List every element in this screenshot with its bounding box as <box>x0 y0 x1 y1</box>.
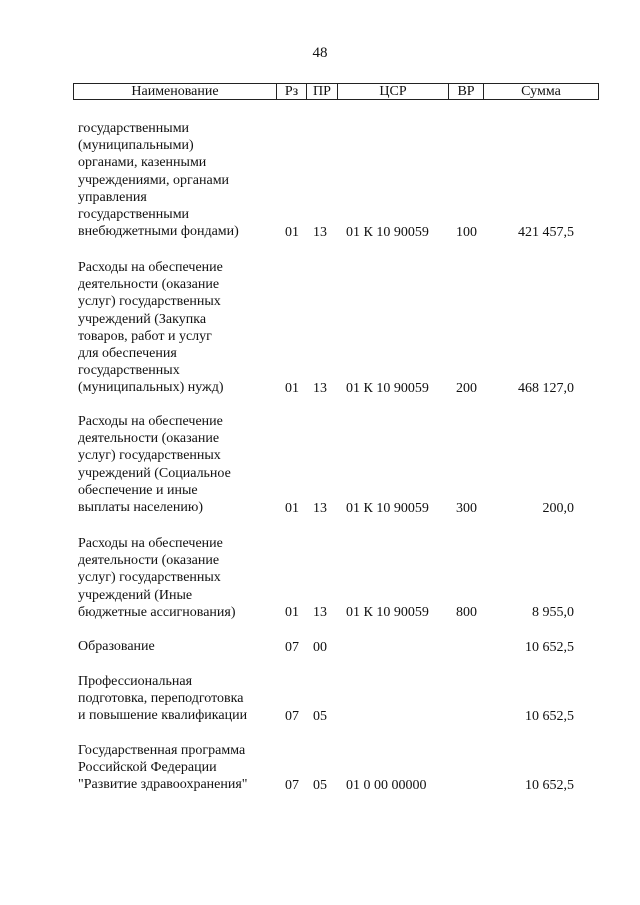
header-csr: ЦСР <box>338 84 449 99</box>
row-sum: 468 127,0 <box>518 380 574 396</box>
row-csr: 01 К 10 90059 <box>346 500 429 516</box>
header-rz: Рз <box>277 84 307 99</box>
table-header <box>73 83 599 100</box>
row-pr: 13 <box>313 224 327 240</box>
table-row <box>0 673 640 725</box>
header-vr: ВР <box>449 84 484 99</box>
row-vr: 300 <box>456 500 477 516</box>
row-sum: 10 652,5 <box>525 708 574 724</box>
row-csr: 01 К 10 90059 <box>346 604 429 620</box>
row-pr: 00 <box>313 639 327 655</box>
table-row <box>0 120 640 241</box>
row-pr: 13 <box>313 500 327 516</box>
row-name: Расходы на обеспечение деятельности (оказание услуг) государственных учреждений (Иные бюджетные ассигнования) <box>78 536 236 620</box>
row-name: Образование <box>78 639 155 654</box>
table-row <box>0 638 640 656</box>
row-pr: 13 <box>313 380 327 396</box>
row-csr: 01 К 10 90059 <box>346 380 429 396</box>
row-pr: 13 <box>313 604 327 620</box>
row-rz: 07 <box>285 777 299 793</box>
row-pr: 05 <box>313 708 327 724</box>
table-row <box>0 742 640 794</box>
row-name: Профессиональная подготовка, переподготовка и повышение квалификации <box>78 674 248 724</box>
header-pr: ПР <box>307 84 338 99</box>
row-rz: 01 <box>285 500 299 516</box>
row-name: Расходы на обеспечение деятельности (оказание услуг) государственных учреждений (Закупка товаров, работ и услуг для обеспечения государственных (муниципальных) нужд) <box>78 260 224 396</box>
row-sum: 10 652,5 <box>525 639 574 655</box>
row-csr: 01 0 00 00000 <box>346 777 427 793</box>
row-rz: 01 <box>285 380 299 396</box>
row-rz: 07 <box>285 708 299 724</box>
row-vr: 100 <box>456 224 477 240</box>
row-rz: 07 <box>285 639 299 655</box>
page-number: 48 <box>312 45 328 61</box>
row-name: Расходы на обеспечение деятельности (оказание услуг) государственных учреждений (Социальное обеспечение и иные выплаты населению) <box>78 414 231 516</box>
table-row <box>0 259 640 397</box>
row-name: государственными (муниципальными) органами, казенными учреждениями, органами управления государственными внебюджетными фондами) <box>78 121 239 240</box>
row-sum: 421 457,5 <box>518 224 574 240</box>
table-row <box>0 413 640 517</box>
row-pr: 05 <box>313 777 327 793</box>
row-vr: 800 <box>456 604 477 620</box>
row-rz: 01 <box>285 224 299 240</box>
row-rz: 01 <box>285 604 299 620</box>
header-sum: Сумма <box>521 84 561 99</box>
row-sum: 8 955,0 <box>532 604 574 620</box>
row-sum: 10 652,5 <box>525 777 574 793</box>
header-name: Наименование <box>74 84 277 99</box>
row-name: Государственная программа Российской Федерации "Развитие здравоохранения" <box>78 743 248 793</box>
row-csr: 01 К 10 90059 <box>346 224 429 240</box>
row-sum: 200,0 <box>542 500 574 516</box>
table-row <box>0 535 640 621</box>
row-vr: 200 <box>456 380 477 396</box>
